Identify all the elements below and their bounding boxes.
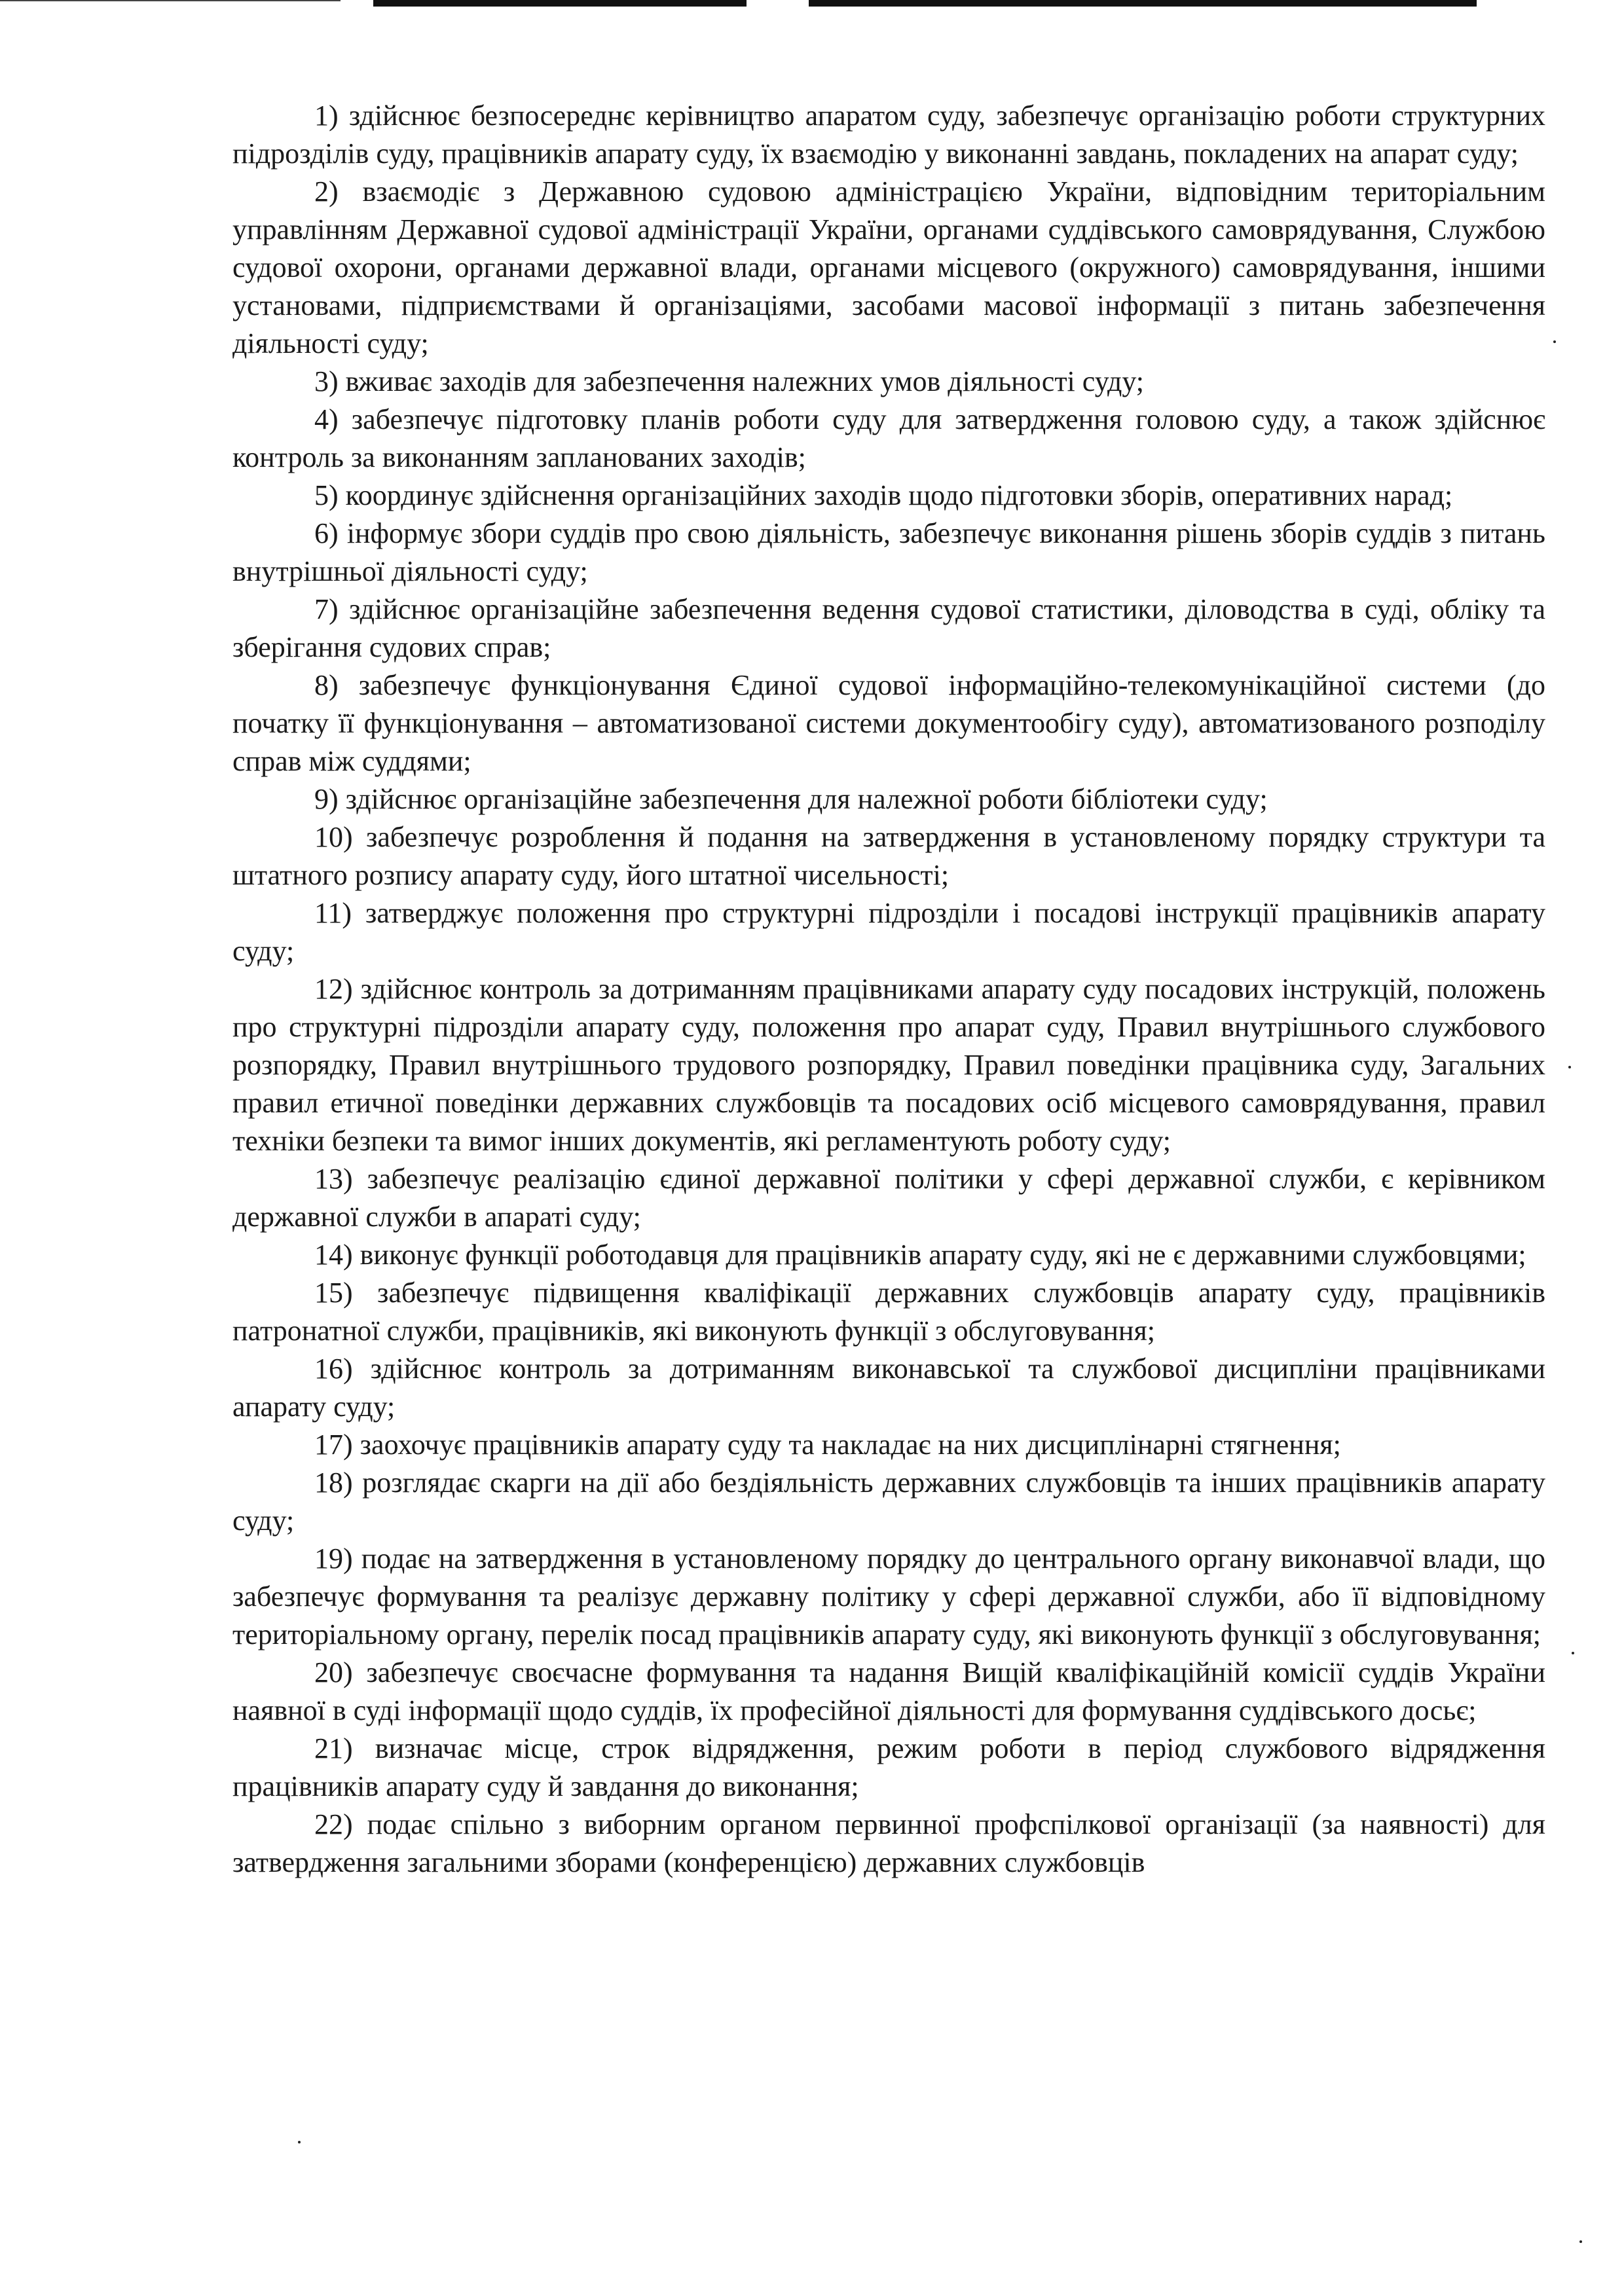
list-item: 18) розглядає скарги на дії або бездіяльність державних службовців та інших працівників апарату суду; <box>232 1467 1545 1537</box>
scan-edge-mark-left <box>373 0 747 7</box>
list-item: 9) здійснює організаційне забезпечення для належної роботи бібліотеки суду; <box>314 783 1268 815</box>
list-item: 4) забезпечує підготовку планів роботи суду для затвердження головою суду, а також здійснює контроль за виконанням запланованих заходів; <box>232 403 1545 473</box>
list-item: 6) інформує збори суддів про свою діяльність, забезпечує виконання рішень зборів суддів з питань внутрішньої діяльності суду; <box>232 517 1545 587</box>
list-item: 22) подає спільно з виборним органом первинної профспілкової організації (за наявності) для затвердження загальними зборами (конференцією) державних службовців <box>232 1808 1545 1878</box>
scan-edge-line <box>0 0 341 1</box>
scan-speck <box>298 2141 301 2143</box>
scan-edge-mark-right <box>809 0 1477 7</box>
scan-speck <box>1572 1652 1574 1654</box>
scan-speck <box>1579 2240 1582 2243</box>
list-item: 2) взаємодіє з Державною судовою адміністрацією України, відповідним територіальним управлінням Державної судової адміністрації України, органами суддівського самоврядування, Службою судової охорони, органами державної влади, органами місцевого (окружного) самоврядування, іншими установами, підприємствами й організаціями, засобами масової інформації з питань забезпечення діяльності суду; <box>232 175 1545 359</box>
list-item: 13) забезпечує реалізацію єдиної державної політики у сфері державної служби, є керівником державної служби в апараті суду; <box>232 1163 1545 1233</box>
list-item: 7) здійснює організаційне забезпечення ведення судової статистики, діловодства в суді, обліку та зберігання судових справ; <box>232 593 1545 663</box>
list-item: 17) заохочує працівників апарату суду та накладає на них дисциплінарні стягнення; <box>314 1429 1341 1461</box>
list-item: 15) забезпечує підвищення кваліфікації державних службовців апарату суду, працівників патронатної служби, працівників, які виконують функції з обслуговування; <box>232 1277 1545 1347</box>
list-item: 8) забезпечує функціонування Єдиної судової інформаційно-телекомунікаційної системи (до початку її функціонування – автоматизованої системи документообігу суду), автоматизованого розподілу справ між суддями; <box>232 669 1545 777</box>
list-item: 1) здійснює безпосереднє керівництво апаратом суду, забезпечує організацію роботи структурних підрозділів суду, працівників апарату суду, їх взаємодію у виконанні завдань, покладених на апарат суду; <box>232 100 1545 170</box>
list-item: 10) забезпечує розроблення й подання на затвердження в установленому порядку структури та штатного розпису апарату суду, його штатної чисельності; <box>232 821 1545 891</box>
scan-speck <box>1568 1066 1571 1068</box>
scan-speck <box>1553 340 1556 343</box>
list-item: 12) здійснює контроль за дотриманням працівниками апарату суду посадових інструкцій, положень про структурні підрозділи апарату суду, положення про апарат суду, Правил внутрішнього службового розпорядку, Правил внутрішнього трудового розпорядку, Правил поведінки працівника суду, Загальних правил етичної поведінки державних службовців та посадових осіб місцевого самоврядування, правил техніки безпеки та вимог інших документів, які регламентують роботу суду; <box>232 973 1545 1157</box>
list-item: 3) вживає заходів для забезпечення належних умов діяльності суду; <box>314 365 1144 397</box>
list-item: 5) координує здійснення організаційних заходів щодо підготовки зборів, оперативних нарад; <box>314 479 1453 511</box>
list-item: 21) визначає місце, строк відрядження, режим роботи в період службового відрядження працівників апарату суду й завдання до виконання; <box>232 1732 1545 1802</box>
list-item: 16) здійснює контроль за дотриманням виконавської та службової дисципліни працівниками апарату суду; <box>232 1353 1545 1423</box>
list-item: 19) подає на затвердження в установленому порядку до центрального органу виконавчої влади, що забезпечує формування та реалізує державну політику у сфері державної служби, або її відповідному територіальному органу, перелік посад працівників апарату суду, які виконують функції з обслуговування; <box>232 1542 1545 1650</box>
list-item: 20) забезпечує своєчасне формування та надання Вищій кваліфікаційній комісії суддів України наявної в суді інформації щодо суддів, їх професійної діяльності для формування суддівського досьє; <box>232 1656 1545 1726</box>
list-item: 14) виконує функції роботодавця для працівників апарату суду, які не є державними службовцями; <box>314 1239 1526 1271</box>
document-body <box>232 97 1545 1882</box>
list-item: 11) затверджує положення про структурні підрозділи і посадові інструкції працівників апарату суду; <box>232 897 1545 967</box>
